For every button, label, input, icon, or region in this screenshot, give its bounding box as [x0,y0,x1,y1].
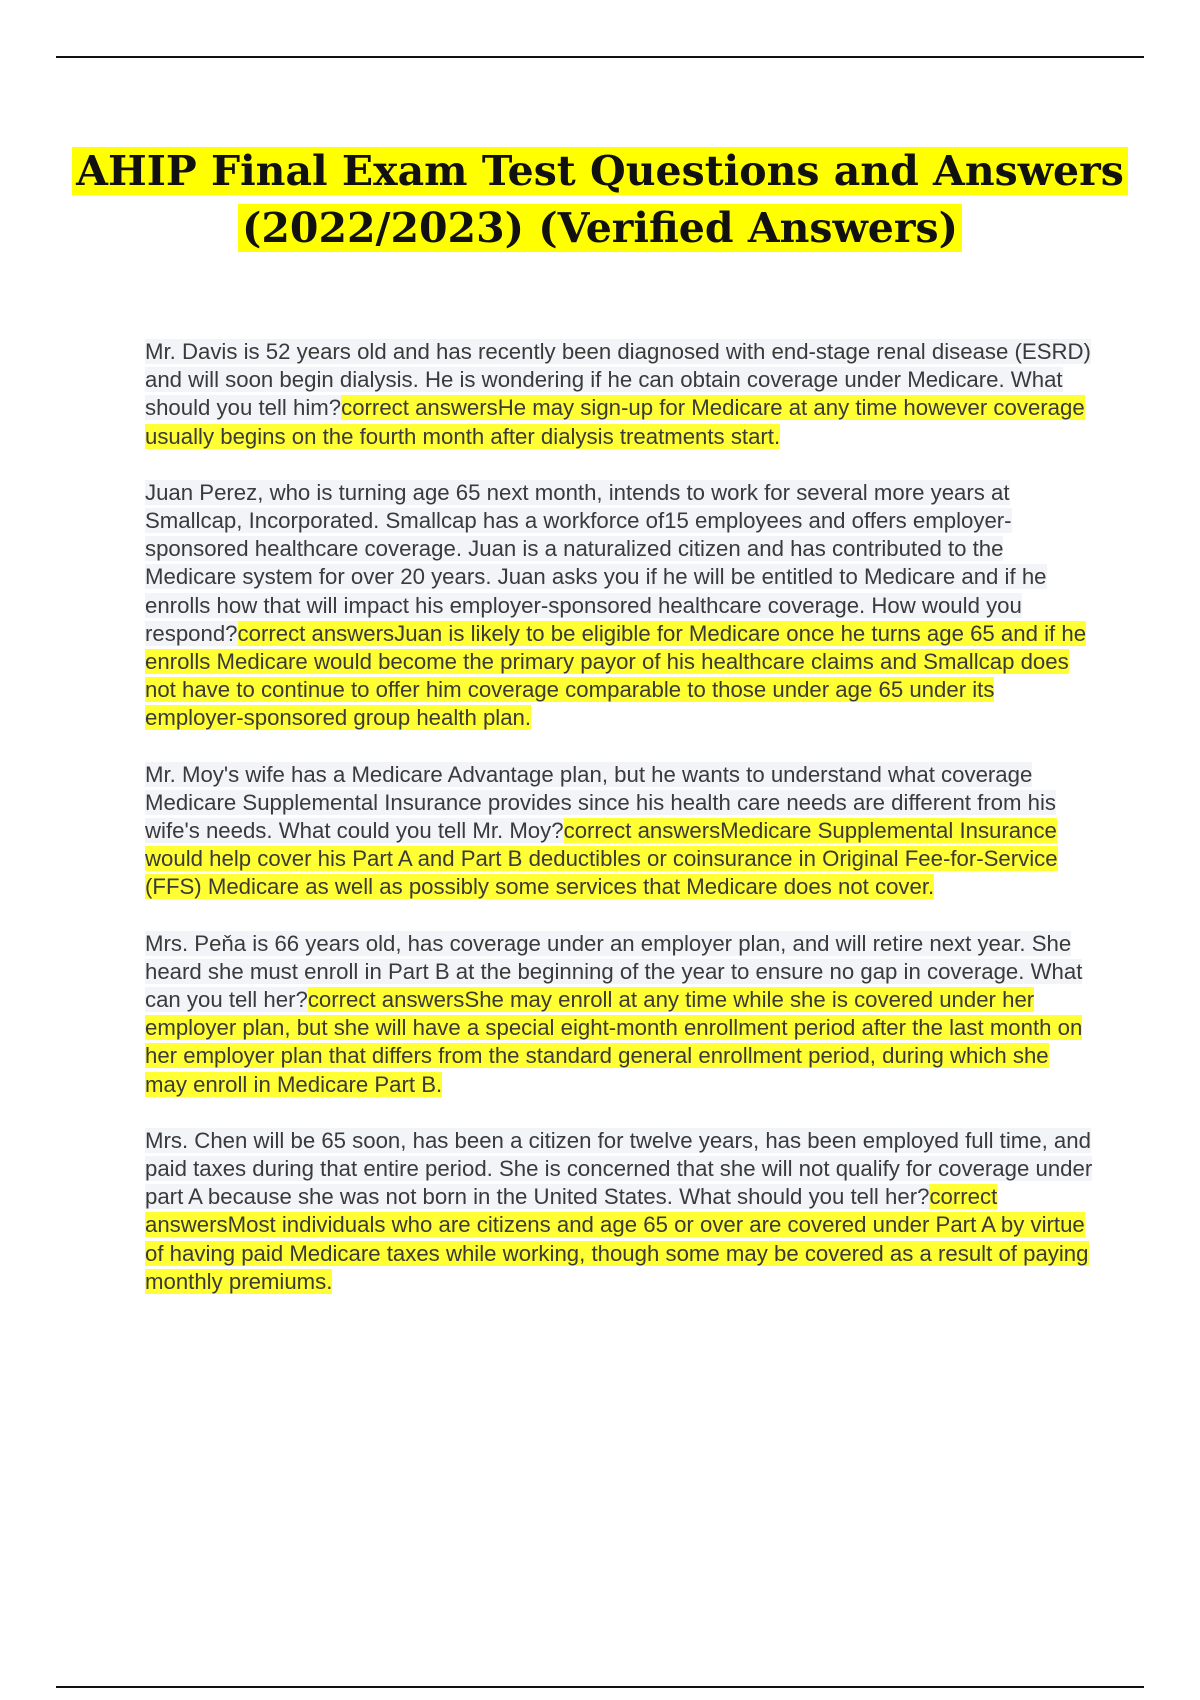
qa-item-davis [145,338,1095,451]
document-title: AHIP Final Exam Test Questions and Answers (2022/2023) (Verified Answers) [72,147,1128,252]
qa-list [145,338,1095,1324]
question-text: Juan Perez, who is turning age 65 next month, intends to work for several more years at Smallcap, Incorporated. Smallcap has a workforce of15 employees and offers employer-sponsored healthcare coverage. Juan is a naturalized citizen and has contributed to the Medicare system for over 20 years. Juan asks you if he will be entitled to Medicare and if he enrolls how that will impact his employer-sponsored healthcare coverage. How would you respond? [145,479,1047,646]
question-text: Mr. Moy's wife has a Medicare Advantage plan, but he wants to understand what coverage Medicare Supplemental Insurance provides since his health care needs are different from his wife's needs. What could you tell Mr. Moy? [145,761,1057,844]
top-divider [56,56,1144,58]
answer-text: correct answersHe may sign-up for Medicare at any time however coverage usually begins on the fourth month after dialysis treatments start. [145,395,1085,449]
qa-item-chen [145,1127,1095,1296]
answer-text: correct answersShe may enroll at any time while she is covered under her employer plan, but she will have a special eight-month enrollment period after the last month on her employer plan that differs from the standard general enrollment period, during which she may enroll in Medicare Part B. [145,987,1083,1097]
bottom-divider [56,1686,1144,1688]
question-text: Mrs. Chen will be 65 soon, has been a citizen for twelve years, has been employed full time, and paid taxes during that entire period. She is concerned that she will not qualify for coverage under part A because she was not born in the United States. What should you tell her? [145,1127,1093,1210]
qa-item-perez [145,479,1095,733]
answer-text: correct answersMost individuals who are citizens and age 65 or over are covered under Part A by virtue of having paid Medicare taxes while working, though some may be covered as a result of paying monthly premiums. [145,1184,1089,1294]
question-text: Mrs. Peňa is 66 years old, has coverage under an employer plan, and will retire next year. She heard she must enroll in Part B at the beginning of the year to ensure no gap in coverage. What can you tell her? [145,930,1083,1013]
qa-item-moy [145,761,1095,902]
title-block [60,143,1140,257]
answer-text: correct answersJuan is likely to be eligible for Medicare once he turns age 65 and if he enrolls Medicare would become the primary payor of his healthcare claims and Smallcap does not have to continue to offer him coverage comparable to those under age 65 under its employer-sponsored group health plan. [145,620,1087,731]
answer-text: correct answersMedicare Supplemental Insurance would help cover his Part A and Part B deductibles or coinsurance in Original Fee-for-Service (FFS) Medicare as well as possibly some services that Medicare does not cover. [145,818,1058,900]
qa-item-pena [145,930,1095,1099]
question-text: Mr. Davis is 52 years old and has recently been diagnosed with end-stage renal disease (ESRD) and will soon begin dialysis. He is wondering if he can obtain coverage under Medicare. What should you tell him? [145,339,1091,421]
